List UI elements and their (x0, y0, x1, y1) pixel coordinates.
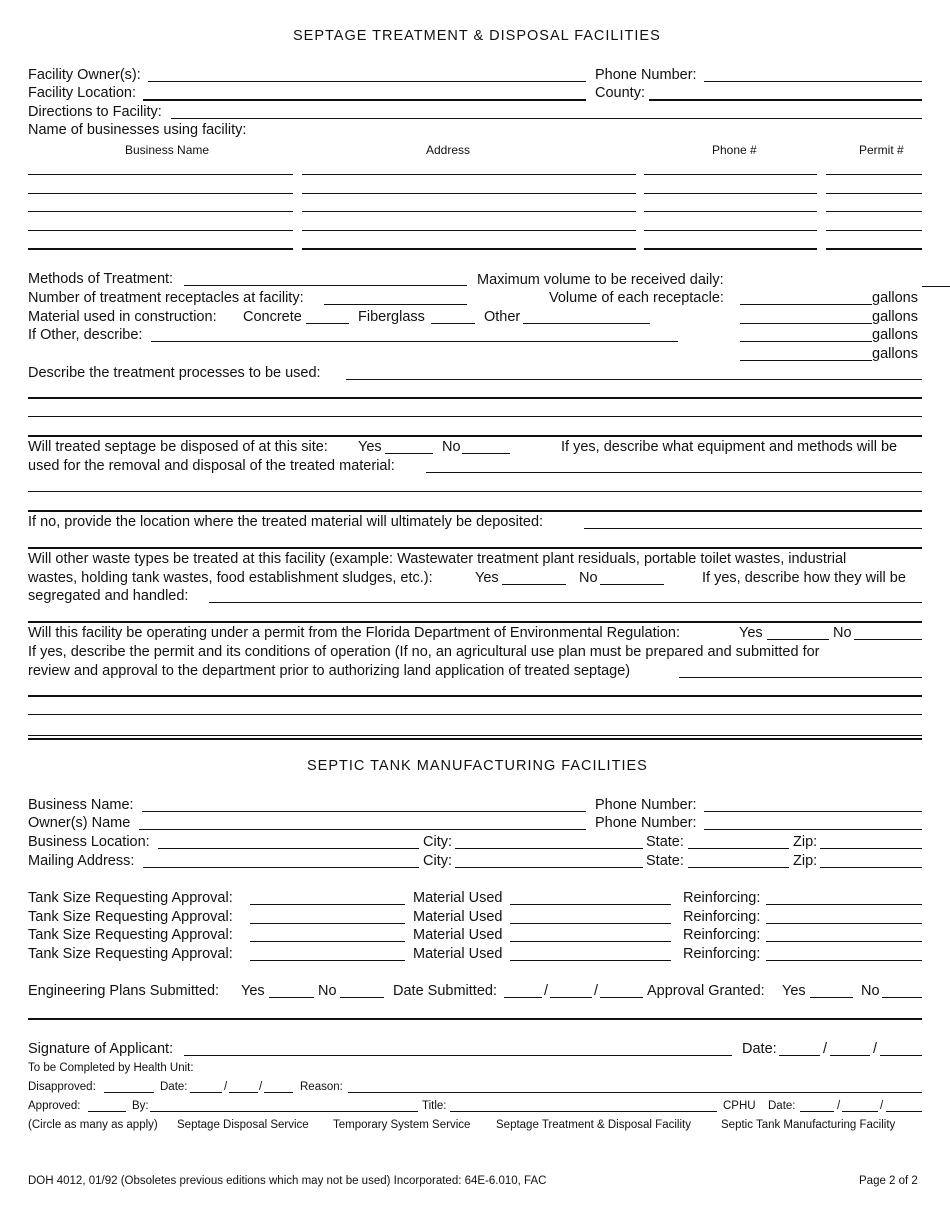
disposed-yes-label: Yes (358, 439, 382, 455)
directions-field[interactable] (171, 118, 922, 119)
mfg-state-field-2[interactable] (688, 867, 789, 868)
business-phone-field-4[interactable] (644, 230, 817, 231)
deposit-location-field[interactable] (584, 528, 922, 529)
business-address-field-5[interactable] (302, 248, 636, 250)
material-used-label-2: Material Used (413, 909, 503, 925)
sig-date-day[interactable] (830, 1055, 870, 1056)
cphu-label: CPHU (723, 1100, 756, 1112)
sig-date-label: Date: (742, 1041, 777, 1057)
reinforcing-field-2[interactable] (766, 923, 922, 924)
max-volume-label: Maximum volume to be received daily: (477, 272, 724, 288)
volume-field-1[interactable] (740, 304, 872, 305)
segregated-label: segregated and handled: (28, 588, 189, 604)
permit-desc-line-3[interactable] (28, 714, 922, 715)
zip-label-1: Zip: (793, 834, 818, 850)
mfg-business-name-field[interactable] (142, 811, 586, 812)
removal-line-2[interactable] (28, 491, 922, 492)
permit-desc-text-1: If yes, describe the permit and its conditions of operation (If no, an agricultural use plan must be prepared and submitted for (28, 644, 820, 660)
sig-date-month[interactable] (779, 1055, 820, 1056)
reinforcing-label-1: Reinforcing: (683, 890, 761, 906)
material-used-field-2[interactable] (510, 923, 671, 924)
owner-name-label: Owner(s) Name (28, 815, 131, 831)
tank-size-label-3: Tank Size Requesting Approval: (28, 927, 233, 943)
manufacturing-section-title: SEPTIC TANK MANUFACTURING FACILITIES (307, 758, 648, 774)
permit-no-label: No (833, 625, 852, 641)
approved-date-label: Date: (768, 1100, 796, 1112)
mfg-mailing-address-field[interactable] (143, 867, 419, 868)
tank-size-field-1[interactable] (250, 904, 405, 905)
county-field[interactable] (649, 99, 922, 101)
permit-no-field[interactable] (854, 639, 922, 640)
volume-field-3[interactable] (740, 341, 872, 342)
other-waste-no-label: No (579, 570, 598, 586)
approved-slash-1: / (837, 1100, 841, 1112)
facility-location-label: Facility Location: (28, 85, 136, 101)
gallons-label-3: gallons (872, 327, 918, 343)
eng-yes-label: Yes (241, 983, 265, 999)
option-temporary-system[interactable]: Temporary System Service (333, 1119, 471, 1131)
eng-no-field[interactable] (340, 997, 384, 998)
col-business-name: Business Name (125, 143, 210, 157)
other-waste-yes-field[interactable] (502, 584, 566, 585)
date-submitted-month[interactable] (504, 997, 542, 998)
if-other-label: If Other, describe: (28, 327, 143, 343)
business-phone-field-5[interactable] (644, 248, 817, 250)
disposed-question: Will treated septage be disposed of at this site: (28, 439, 328, 455)
business-address-field-1[interactable] (302, 174, 636, 175)
businesses-label: Name of businesses using facility: (28, 122, 247, 138)
business-permit-field-1[interactable] (826, 174, 922, 175)
other-waste-no-field[interactable] (600, 584, 664, 585)
reinforcing-field-1[interactable] (766, 904, 922, 905)
circle-instruction: (Circle as many as apply) (28, 1119, 158, 1131)
material-used-field-1[interactable] (510, 904, 671, 905)
disposed-no-field[interactable] (462, 453, 510, 454)
approved-slash-2: / (880, 1100, 884, 1112)
material-used-label-1: Material Used (413, 890, 503, 906)
mailing-address-label: Mailing Address: (28, 853, 135, 869)
eng-plans-label: Engineering Plans Submitted: (28, 983, 220, 999)
approval-granted-label: Approval Granted: (647, 983, 765, 999)
disapproved-slash-2: / (259, 1081, 263, 1093)
city-label-2: City: (423, 853, 452, 869)
describe-processes-line-2[interactable] (28, 397, 922, 399)
form-id-footer: DOH 4012, 01/92 (Obsoletes previous editions which may not be used) Incorporated: 64E-6.010, FAC (28, 1175, 547, 1187)
mfg-phone-label-2: Phone Number: (595, 815, 697, 831)
disapproved-label: Disapproved: (28, 1081, 96, 1093)
disapproved-date-day[interactable] (229, 1092, 258, 1093)
gallons-label-1: gallons (872, 290, 918, 306)
business-phone-field-2[interactable] (644, 193, 817, 194)
fiberglass-label: Fiberglass (358, 309, 425, 325)
mfg-owner-name-field[interactable] (139, 829, 586, 830)
if-yes-segregated-label: If yes, describe how they will be (702, 570, 906, 586)
business-permit-field-2[interactable] (826, 193, 922, 194)
mfg-city-field-2[interactable] (455, 867, 643, 868)
mfg-phone-field-1[interactable] (704, 811, 922, 812)
if-no-location-label: If no, provide the location where the treated material will ultimately be deposited: (28, 514, 544, 530)
permit-desc-field[interactable] (679, 677, 922, 678)
directions-label: Directions to Facility: (28, 104, 162, 120)
used-for-removal-label: used for the removal and disposal of the treated material: (28, 458, 395, 474)
approved-date-year[interactable] (886, 1111, 922, 1112)
material-used-label-4: Material Used (413, 946, 503, 962)
approval-yes-label: Yes (782, 983, 806, 999)
permit-desc-text-2: review and approval to the department prior to authorizing land application of treated septage) (28, 663, 631, 679)
removal-field[interactable] (426, 472, 922, 473)
business-name-field-2[interactable] (28, 193, 293, 194)
septage-section-title: SEPTAGE TREATMENT & DISPOSAL FACILITIES (293, 28, 661, 44)
reinforcing-field-4[interactable] (766, 960, 922, 961)
permit-yes-field[interactable] (767, 639, 829, 640)
date-submitted-year[interactable] (600, 997, 643, 998)
approved-date-month[interactable] (800, 1111, 834, 1112)
phone-number-field[interactable] (704, 81, 922, 82)
business-permit-field-4[interactable] (826, 230, 922, 231)
tank-size-label-1: Tank Size Requesting Approval: (28, 890, 233, 906)
page-number: Page 2 of 2 (859, 1175, 918, 1187)
reason-label: Reason: (300, 1081, 343, 1093)
business-name-field-4[interactable] (28, 230, 293, 231)
section-divider-bottom (28, 738, 922, 740)
business-address-field-3[interactable] (302, 211, 636, 212)
business-name-field-1[interactable] (28, 174, 293, 175)
mfg-business-location-field[interactable] (158, 848, 419, 849)
approved-title-field[interactable] (450, 1111, 717, 1112)
concrete-label: Concrete (243, 309, 302, 325)
facility-owner-label: Facility Owner(s): (28, 67, 141, 83)
other-waste-yes-label: Yes (475, 570, 499, 586)
eng-no-label: No (318, 983, 337, 999)
signature-label: Signature of Applicant: (28, 1041, 174, 1057)
mfg-city-field-1[interactable] (455, 848, 643, 849)
option-septage-disposal[interactable]: Septage Disposal Service (177, 1119, 309, 1131)
volume-each-label: Volume of each receptacle: (549, 290, 724, 306)
gallons-label-2: gallons (872, 309, 918, 325)
mfg-phone-label-1: Phone Number: (595, 797, 697, 813)
disapproved-date-label: Date: (160, 1081, 188, 1093)
business-name-label: Business Name: (28, 797, 134, 813)
signature-field[interactable] (184, 1055, 732, 1056)
col-permit: Permit # (859, 143, 904, 157)
business-address-field-2[interactable] (302, 193, 636, 194)
business-name-field-5[interactable] (28, 248, 293, 250)
phone-number-label: Phone Number: (595, 67, 697, 83)
date-submitted-label: Date Submitted: (393, 983, 497, 999)
describe-processes-line-3[interactable] (28, 416, 922, 417)
sig-date-slash-1: / (823, 1041, 828, 1057)
reinforcing-label-2: Reinforcing: (683, 909, 761, 925)
material-used-field-4[interactable] (510, 960, 671, 961)
section-divider-top (28, 735, 922, 736)
reinforcing-field-3[interactable] (766, 941, 922, 942)
tank-size-label-2: Tank Size Requesting Approval: (28, 909, 233, 925)
disapproved-slash-1: / (224, 1081, 228, 1093)
sig-date-year[interactable] (880, 1055, 922, 1056)
col-phone: Phone # (712, 143, 757, 157)
disapproved-date-month[interactable] (190, 1092, 222, 1093)
approved-field[interactable] (88, 1111, 126, 1112)
approved-by-field[interactable] (150, 1111, 418, 1112)
city-label-1: City: (423, 834, 452, 850)
mfg-state-field-1[interactable] (688, 848, 789, 849)
concrete-field[interactable] (306, 323, 349, 324)
approved-date-day[interactable] (842, 1111, 878, 1112)
if-other-field[interactable] (151, 341, 678, 342)
removal-line-3[interactable] (28, 510, 922, 512)
business-location-label: Business Location: (28, 834, 150, 850)
business-phone-field-1[interactable] (644, 174, 817, 175)
if-yes-equipment-label: If yes, describe what equipment and methods will be (561, 439, 898, 455)
other-material-field[interactable] (523, 323, 650, 324)
methods-label: Methods of Treatment: (28, 271, 174, 287)
date-slash-1: / (544, 983, 549, 999)
gallons-label-4: gallons (872, 346, 918, 362)
permit-yes-label: Yes (739, 625, 763, 641)
state-label-2: State: (646, 853, 684, 869)
col-address: Address (426, 143, 471, 157)
zip-label-2: Zip: (793, 853, 818, 869)
tank-size-label-4: Tank Size Requesting Approval: (28, 946, 233, 962)
segregated-field[interactable] (209, 602, 922, 603)
material-used-label-3: Material Used (413, 927, 503, 943)
health-unit-label: To be Completed by Health Unit: (28, 1062, 194, 1074)
approval-no-field[interactable] (882, 997, 922, 998)
max-volume-field[interactable] (922, 286, 950, 287)
facility-owner-field[interactable] (148, 81, 586, 82)
other-waste-text-1: Will other waste types be treated at this facility (example: Wastewater treatment plant residuals, portable toilet wastes, industrial (28, 551, 847, 567)
business-permit-field-3[interactable] (826, 211, 922, 212)
county-label: County: (595, 85, 645, 101)
reinforcing-label-3: Reinforcing: (683, 927, 761, 943)
deposit-location-line-2[interactable] (28, 547, 922, 549)
describe-processes-line-4[interactable] (28, 435, 922, 437)
mfg-zip-field-2[interactable] (820, 867, 922, 868)
reason-field[interactable] (348, 1092, 922, 1093)
segregated-line-2[interactable] (28, 621, 922, 623)
describe-processes-label: Describe the treatment processes to be used: (28, 365, 321, 381)
volume-field-2[interactable] (740, 323, 872, 324)
title-label: Title: (422, 1100, 447, 1112)
receptacles-field[interactable] (324, 304, 467, 305)
business-phone-field-3[interactable] (644, 211, 817, 212)
approval-yes-field[interactable] (810, 997, 853, 998)
other-waste-text-2: wastes, holding tank wastes, food establishment sludges, etc.): (28, 570, 433, 586)
approval-no-label: No (861, 983, 880, 999)
mfg-zip-field-1[interactable] (820, 848, 922, 849)
volume-field-4[interactable] (740, 360, 872, 361)
option-tank-manufacturing[interactable]: Septic Tank Manufacturing Facility (721, 1119, 896, 1131)
approved-label: Approved: (28, 1100, 81, 1112)
signature-divider (28, 1018, 922, 1020)
date-submitted-day[interactable] (550, 997, 592, 998)
eng-yes-field[interactable] (269, 997, 314, 998)
sig-date-slash-2: / (873, 1041, 878, 1057)
disapproved-date-year[interactable] (264, 1092, 293, 1093)
business-address-field-4[interactable] (302, 230, 636, 231)
tank-size-field-2[interactable] (250, 923, 405, 924)
fiberglass-field[interactable] (431, 323, 475, 324)
business-permit-field-5[interactable] (826, 248, 922, 250)
tank-size-field-3[interactable] (250, 941, 405, 942)
mfg-phone-field-2[interactable] (704, 829, 922, 830)
disapproved-field[interactable] (104, 1092, 154, 1093)
option-septage-treatment[interactable]: Septage Treatment & Disposal Facility (496, 1119, 691, 1131)
other-material-label: Other (484, 309, 521, 325)
business-name-field-3[interactable] (28, 211, 293, 212)
by-label: By: (132, 1100, 149, 1112)
disposed-no-label: No (442, 439, 461, 455)
material-label: Material used in construction: (28, 309, 217, 325)
receptacles-label: Number of treatment receptacles at facility: (28, 290, 304, 306)
disposed-yes-field[interactable] (385, 453, 433, 454)
state-label-1: State: (646, 834, 684, 850)
describe-processes-field[interactable] (346, 379, 922, 380)
reinforcing-label-4: Reinforcing: (683, 946, 761, 962)
methods-field[interactable] (184, 285, 467, 286)
tank-size-field-4[interactable] (250, 960, 405, 961)
permit-desc-line-2[interactable] (28, 695, 922, 697)
permit-question: Will this facility be operating under a permit from the Florida Department of Environmental Regulation: (28, 625, 680, 641)
material-used-field-3[interactable] (510, 941, 671, 942)
facility-location-field[interactable] (143, 99, 586, 101)
date-slash-2: / (594, 983, 599, 999)
